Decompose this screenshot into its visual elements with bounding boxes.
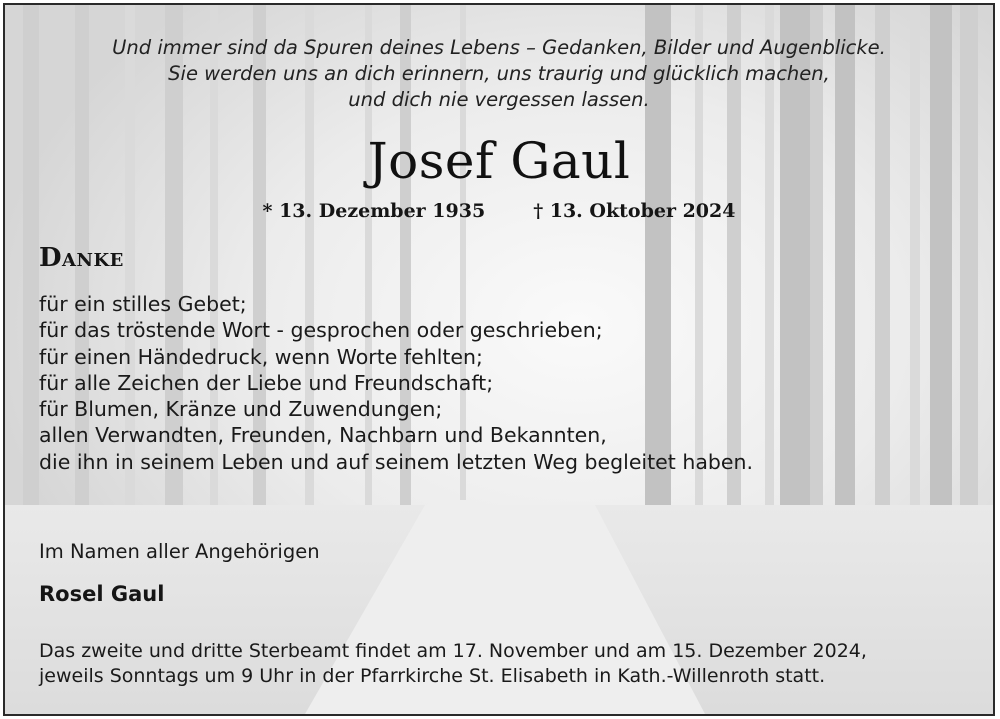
birth-date: * 13. Dezember 1935: [262, 200, 486, 222]
thanks-line: für das tröstende Wort - gesprochen oder geschrieben;: [39, 318, 603, 343]
quote-line: Sie werden uns an dich erinnern, uns traurig und glücklich machen,: [168, 62, 830, 85]
mass-notice: [39, 639, 867, 688]
thanks-line: für einen Händedruck, wenn Worte fehlten;: [39, 344, 483, 369]
thanks-line: die ihn in seinem Leben und auf seinem letzten Weg begleitet haben.: [39, 449, 754, 474]
notice-line: Das zweite und dritte Sterbeamt findet am 17. November und am 15. Dezember 2024,: [39, 640, 867, 662]
life-dates: [5, 198, 993, 224]
thanks-line: für Blumen, Kränze und Zuwendungen;: [39, 397, 443, 422]
thanks-line: für ein stilles Gebet;: [39, 292, 247, 316]
thanks-line: allen Verwandten, Freunden, Nachbarn und Bekannten,: [39, 423, 607, 448]
on-behalf-text: Im Namen aller Angehörigen: [39, 540, 320, 563]
quote-line: Und immer sind da Spuren deines Lebens – Gedanken, Bilder und Augenblicke.: [112, 36, 886, 59]
thanks-heading: Danke: [39, 243, 124, 273]
deceased-name: Josef Gaul: [367, 132, 631, 190]
notice-line: jeweils Sonntags um 9 Uhr in der Pfarrkirche St. Elisabeth in Kath.-Willenroth statt.: [39, 664, 826, 687]
memorial-quote: [5, 35, 993, 113]
thanks-line: für alle Zeichen der Liebe und Freundschaft;: [39, 370, 494, 395]
death-date: † 13. Oktober 2024: [533, 200, 736, 222]
thanks-list: [39, 291, 753, 475]
obituary-card: [3, 3, 995, 716]
signer-name: Rosel Gaul: [39, 582, 165, 606]
quote-line: und dich nie vergessen lassen.: [348, 88, 650, 111]
